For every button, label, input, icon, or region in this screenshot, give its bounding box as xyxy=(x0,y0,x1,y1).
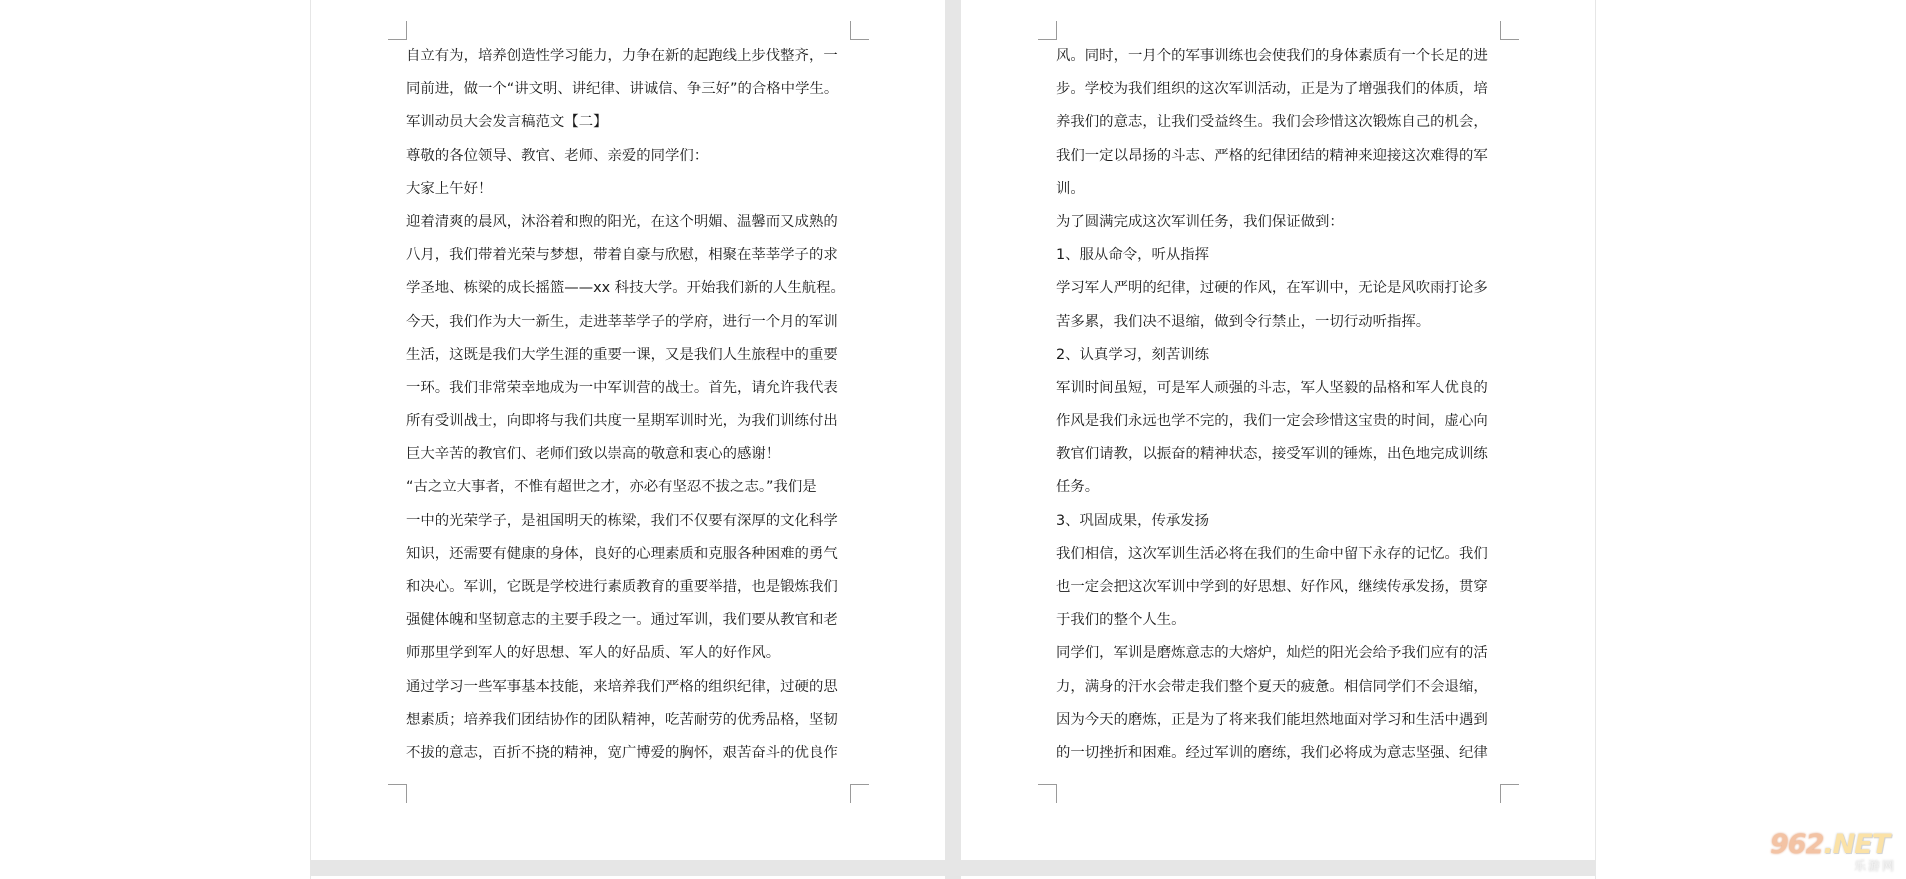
page-body-text[interactable] xyxy=(1056,40,1510,770)
text-line: 同前进，做一个“讲文明、讲纪律、讲诚信、争三好”的合格中学生。 xyxy=(406,81,839,98)
text-line: 学习军人严明的纪律，过硬的作风，在军训中，无论是风吹雨打论多 xyxy=(1056,280,1488,297)
margin-corner-bottom-right xyxy=(850,784,869,803)
margin-corner-bottom-right xyxy=(1500,784,1519,803)
text-line: 风。同时，一月个的军事训练也会使我们的身体素质有一个长足的进 xyxy=(1056,48,1488,64)
margin-corner-bottom-left xyxy=(1038,784,1057,803)
document-page-right[interactable] xyxy=(961,0,1595,860)
margin-corner-top-right xyxy=(850,21,869,40)
text-line: 3、巩固成果，传承发扬 xyxy=(1056,512,1210,529)
text-line: 一环。我们非常荣幸地成为一中军训营的战士。首先，请允许我代表 xyxy=(406,379,838,396)
text-line: 一中的光荣学子，是祖国明天的栋梁，我们不仅要有深厚的文化科学 xyxy=(406,512,838,529)
text-line: 苦多累，我们决不退缩，做到令行禁止，一切行动听指挥。 xyxy=(1056,313,1431,330)
text-line: 通过学习一些军事基本技能，来培养我们严格的组织纪律，过硬的思 xyxy=(406,678,838,695)
canvas-margin-left xyxy=(0,0,310,879)
text-line: 知识，还需要有健康的身体，良好的心理素质和克服各种困难的勇气 xyxy=(406,545,838,562)
text-line: 于我们的整个人生。 xyxy=(1056,612,1186,629)
margin-corner-top-left xyxy=(388,21,407,40)
text-line: 我们相信，这次军训生活必将在我们的生命中留下永存的记忆。我们 xyxy=(1056,545,1488,562)
text-line: 训。 xyxy=(1056,180,1085,197)
text-line: 军训时间虽短，可是军人顽强的斗志，军人坚毅的品格和军人优良的 xyxy=(1056,379,1488,396)
text-line: 1、服从命令，听从指挥 xyxy=(1056,247,1210,264)
text-line: 作风是我们永远也学不完的，我们一定会珍惜这宝贵的时间，虚心向 xyxy=(1056,413,1488,430)
text-line: 巨大辛苦的教官们、老师们致以崇高的敬意和衷心的感谢！ xyxy=(406,446,781,463)
text-line: 教官们请教，以振奋的精神状态，接受军训的锤炼，出色地完成训练 xyxy=(1056,446,1488,463)
document-page-left[interactable] xyxy=(311,0,945,860)
text-line: 的一切挫折和困难。经过军训的磨练，我们必将成为意志坚强、纪律 xyxy=(1056,744,1488,761)
page-body-text[interactable] xyxy=(406,40,860,770)
text-line: 今天，我们作为大一新生，走进莘莘学子的学府，进行一个月的军训 xyxy=(406,313,838,330)
text-line: 想素质；培养我们团结协作的团队精神，吃苦耐劳的优秀品格，坚韧 xyxy=(406,711,838,728)
text-line: 自立有为，培养创造性学习能力，力争在新的起跑线上步伐整齐，一 xyxy=(406,48,838,64)
margin-corner-bottom-left xyxy=(388,784,407,803)
text-line: 生活，这既是我们大学生涯的重要一课，又是我们人生旅程中的重要 xyxy=(406,346,838,363)
text-line: 迎着清爽的晨风，沐浴着和煦的阳光，在这个明媚、温馨而又成熟的 xyxy=(406,213,838,230)
watermark-subtitle: 乐游网 xyxy=(1853,859,1896,873)
text-line: 八月，我们带着光荣与梦想，带着自豪与欣慰，相聚在莘莘学子的求 xyxy=(406,247,838,264)
margin-corner-top-left xyxy=(1038,21,1057,40)
text-line: 不拔的意志，百折不挠的精神，宽广博爱的胸怀，艰苦奋斗的优良作 xyxy=(406,744,838,761)
text-line: 强健体魄和坚韧意志的主要手段之一。通过军训，我们要从教官和老 xyxy=(406,612,838,629)
text-line: 同学们，军训是磨炼意志的大熔炉，灿烂的阳光会给予我们应有的活 xyxy=(1056,645,1488,662)
text-line: 师那里学到军人的好思想、军人的好品质、军人的好作风。 xyxy=(406,645,781,662)
text-line: 所有受训战士，向即将与我们共度一星期军训时光，为我们训练付出 xyxy=(406,413,838,430)
text-line: 养我们的意志，让我们受益终生。我们会珍惜这次锻炼自己的机会， xyxy=(1056,114,1488,131)
margin-corner-top-right xyxy=(1500,21,1519,40)
text-line: “古之立大事者，不惟有超世之才，亦必有坚忍不拔之志。”我们是 xyxy=(406,479,817,496)
text-line: 为了圆满完成这次军训任务，我们保证做到： xyxy=(1056,213,1344,230)
text-line: 大家上午好！ xyxy=(406,180,493,197)
text-line: 军训动员大会发言稿范文【二】 xyxy=(406,114,608,131)
text-line: 和决心。军训，它既是学校进行素质教育的重要举措，也是锻炼我们 xyxy=(406,579,838,595)
text-line: 也一定会把这次军训中学到的好思想、好作风，继续传承发扬，贯穿 xyxy=(1056,579,1488,595)
text-line: 因为今天的磨炼，正是为了将来我们能坦然地面对学习和生活中遇到 xyxy=(1056,711,1488,728)
text-line: 尊敬的各位领导、教官、老师、亲爱的同学们： xyxy=(406,147,709,164)
text-line: 我们一定以昂扬的斗志、严格的纪律团结的精神来迎接这次难得的军 xyxy=(1056,147,1488,164)
site-watermark xyxy=(1770,829,1898,873)
text-line: 步。学校为我们组织的这次军训活动，正是为了增强我们的体质，培 xyxy=(1056,81,1488,98)
canvas-margin-right xyxy=(1596,0,1906,879)
text-line: 学圣地、栋梁的成长摇篮——xx 科技大学。开始我们新的人生航程。 xyxy=(406,280,845,297)
watermark-logo: 962.NET xyxy=(1770,829,1890,860)
text-line: 任务。 xyxy=(1056,479,1100,496)
text-line: 力，满身的汗水会带走我们整个夏天的疲惫。相信同学们不会退缩， xyxy=(1056,678,1488,695)
text-line: 2、认真学习，刻苦训练 xyxy=(1056,346,1210,363)
